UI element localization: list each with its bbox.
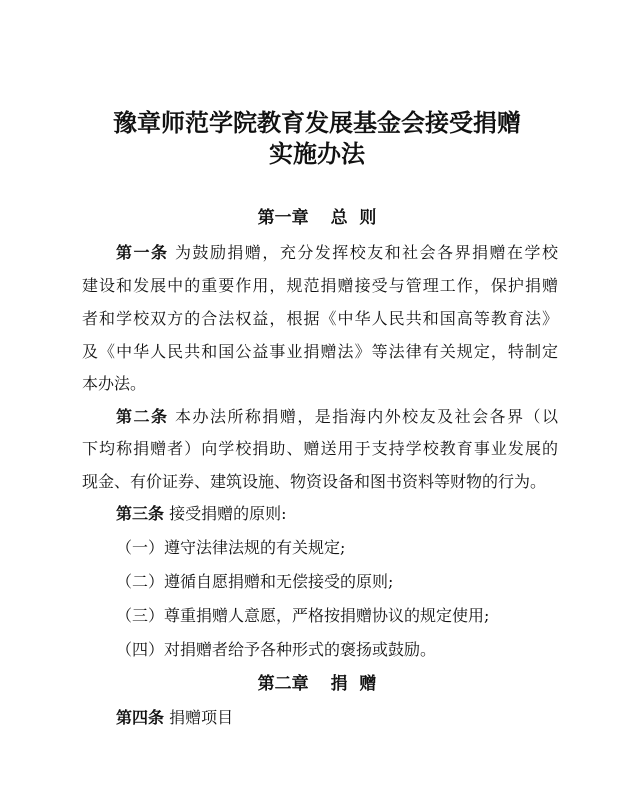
article-3-item-4: （四）对捐赠者给予各种形式的褒扬或鼓励。 [116, 640, 437, 659]
article-4-label: 第四条 [116, 708, 165, 727]
article-3-item-2: （二）遵循自愿捐赠和无偿接受的原则; [116, 572, 394, 591]
article-3-item-1: （一）遵守法律法规的有关规定; [116, 538, 346, 557]
article-3-line [116, 503, 287, 525]
article-4-line [116, 707, 233, 729]
document-title-line-2: 实施办法 [269, 139, 365, 168]
article-4-text: 捐赠项目 [169, 708, 234, 727]
article-1-line-4: 及《中华人民共和国公益事业捐赠法》等法律有关规定，特制定 [82, 342, 558, 361]
article-1-line-3: 者和学校双方的合法权益，根据《中华人民共和国高等教育法》 [82, 309, 558, 328]
article-2-line-2: 下均称捐赠者）向学校捐助、赠送用于支持学校教育事业发展的 [82, 439, 558, 458]
article-1-text-1: 为鼓励捐赠，充分发挥校友和社会各界捐赠在学校 [175, 243, 558, 262]
chapter-2-label: 第二章 [257, 674, 309, 694]
article-2-line-1 [116, 406, 558, 428]
document-title-line-1: 豫章师范学院教育发展基金会接受捐赠 [113, 108, 521, 137]
article-3-label: 第三条 [116, 504, 165, 523]
article-2-text-1: 本办法所称捐赠，是指海内外校友及社会各界（以 [175, 407, 558, 426]
article-1-line-1 [116, 242, 558, 264]
article-1-label: 第一条 [116, 243, 169, 262]
article-3-item-3: （三）尊重捐赠人意愿，严格按捐赠协议的规定使用; [116, 606, 490, 625]
chapter-1-name: 总 则 [330, 208, 377, 228]
chapter-1-label: 第一章 [257, 208, 309, 228]
chapter-1-heading [0, 207, 634, 229]
article-1-line-5: 本办法。 [82, 374, 147, 393]
article-3-text: 接受捐赠的原则: [169, 504, 287, 523]
chapter-2-heading [0, 673, 634, 695]
article-2-label: 第二条 [116, 407, 169, 426]
article-2-line-3: 现金、有价证券、建筑设施、物资设备和图书资料等财物的行为。 [82, 472, 547, 491]
article-1-line-2: 建设和发展中的重要作用，规范捐赠接受与管理工作，保护捐赠 [82, 276, 558, 295]
chapter-2-name: 捐 赠 [330, 674, 377, 694]
